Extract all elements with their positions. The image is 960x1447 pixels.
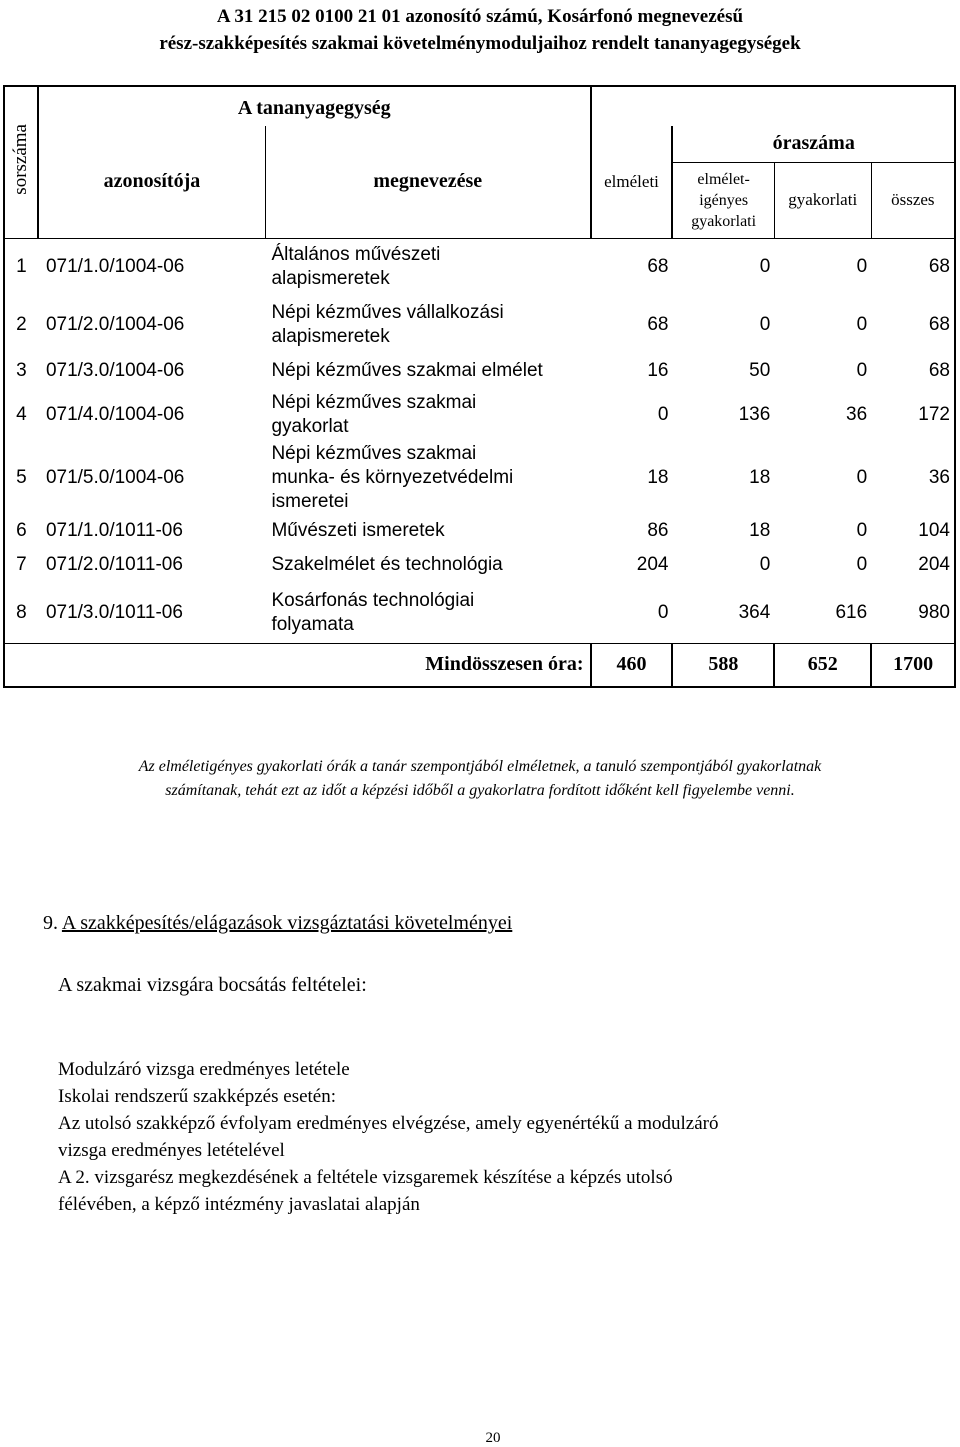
row-elmeletigenyes: 136 (738, 404, 771, 425)
page-number: 20 (485, 1430, 501, 1446)
row-osszes: 204 (871, 547, 955, 583)
total-label: Mindösszesen óra: (4, 643, 591, 687)
section-body (58, 1056, 938, 1218)
total-row (4, 643, 955, 687)
row-name-line: alapismeretek (271, 268, 390, 290)
row-name (265, 238, 590, 296)
row-number: 4 (4, 388, 38, 442)
row-gyakorlati: 0 (856, 467, 868, 488)
row-elmeleti: 68 (647, 256, 669, 278)
row-name-line: Népi kézműves vállalkozási (271, 302, 504, 323)
table-row (4, 514, 955, 547)
row-name (265, 354, 590, 388)
row-osszes: 68 (871, 296, 955, 354)
total-elmeletigenyes: 588 (672, 643, 774, 687)
row-name-line: gyakorlat (271, 416, 349, 437)
row-elmeleti: 0 (657, 404, 669, 425)
table-row (4, 354, 955, 388)
header-gyakorlati: gyakorlati (774, 162, 871, 238)
row-number: 8 (4, 583, 38, 643)
row-number: 5 (4, 442, 38, 514)
row-osszes: 104 (871, 514, 955, 547)
total-osszes: 1700 (871, 643, 955, 687)
row-name (265, 547, 590, 583)
total-gyakorlati: 652 (774, 643, 871, 687)
row-elmeletigenyes: 50 (749, 360, 771, 381)
row-osszes: 36 (871, 442, 955, 514)
title-line-2: rész-szakképesítés szakmai követelménymoduljaihoz rendelt tananyagegységek (159, 33, 801, 54)
row-elmeletigenyes: 0 (759, 256, 771, 278)
row-gyakorlati: 0 (856, 314, 868, 335)
row-name-line: Népi kézműves szakmai (271, 392, 477, 413)
row-identifier: 071/2.0/1011-06 (45, 554, 183, 575)
table-row (4, 547, 955, 583)
footnote: Az elméletigényes gyakorlati órák a tanár szempontjából elméletnek, a tanuló szempontjából gyakorlatnak számítanak, tehát ezt az időt a képzési időből a gyakorlatra fordított időként kell figyelembe venni. (138, 758, 822, 799)
row-elmeleti: 18 (647, 467, 669, 488)
row-elmeleti: 16 (647, 360, 669, 381)
row-elmeleti: 68 (647, 314, 669, 335)
row-number: 2 (4, 296, 38, 354)
header-tananyagegyseg: A tananyagegység (38, 86, 591, 126)
row-elmeletigenyes: 364 (738, 601, 771, 623)
section-title: A szakképesítés/elágazások vizsgáztatási követelményei (61, 912, 513, 934)
curriculum-table (3, 85, 956, 688)
row-name (265, 296, 590, 354)
row-osszes: 68 (871, 238, 955, 296)
row-name-line: ismeretei (271, 491, 349, 512)
row-identifier: 071/2.0/1004-06 (45, 314, 185, 335)
row-name (265, 442, 590, 514)
row-gyakorlati: 36 (846, 404, 868, 425)
row-gyakorlati: 0 (856, 554, 868, 575)
body-line: Az utolsó szakképző évfolyam eredményes elvégzése, amely egyenértékű a modulzáró (58, 1113, 719, 1134)
title-line-1: A 31 215 02 0100 21 01 azonosító számú, Kosárfonó megnevezésű (216, 6, 744, 27)
row-name (265, 514, 590, 547)
row-number: 6 (4, 514, 38, 547)
row-osszes: 980 (871, 583, 955, 643)
header-megnevezese: megnevezése (265, 126, 590, 238)
row-name (265, 388, 590, 442)
row-name-line: Szakelmélet és technológia (271, 554, 503, 575)
body-line: vizsga eredményes letételével (58, 1140, 285, 1161)
body-line: A 2. vizsgarész megkezdésének a feltétele vizsgaremek készítése a képzés utolsó (58, 1167, 673, 1188)
row-name-line: Művészeti ismeretek (271, 519, 445, 541)
row-osszes: 172 (871, 388, 955, 442)
row-elmeleti: 0 (657, 601, 669, 623)
row-identifier: 071/1.0/1011-06 (45, 519, 183, 541)
row-name-line: folyamata (271, 613, 354, 635)
row-elmeleti: 86 (647, 519, 669, 541)
row-gyakorlati: 616 (835, 601, 868, 623)
row-name-line: Kosárfonás technológiai (271, 589, 475, 611)
row-number: 3 (4, 354, 38, 388)
header-elmeletigenyes: elmélet- igényes gyakorlati (672, 162, 774, 238)
row-identifier: 071/3.0/1004-06 (45, 360, 185, 381)
row-identifier: 071/5.0/1004-06 (45, 467, 185, 488)
row-elmeletigenyes: 0 (759, 554, 771, 575)
row-gyakorlati: 0 (856, 256, 868, 278)
row-name-line: Népi kézműves szakmai elmélet (271, 360, 543, 381)
row-identifier: 071/1.0/1004-06 (45, 256, 185, 278)
row-number: 1 (4, 238, 38, 296)
section-subtitle: A szakmai vizsgára bocsátás feltételei: (58, 974, 367, 996)
header-oraszama: óraszáma (672, 126, 955, 162)
body-line: Iskolai rendszerű szakképzés esetén: (58, 1086, 337, 1107)
header-row-2 (4, 126, 955, 162)
table-row (4, 388, 955, 442)
body-line: Modulzáró vizsga eredményes letétele (58, 1059, 350, 1080)
body-line: félévében, a képző intézmény javaslatai alapján (58, 1194, 420, 1215)
row-osszes: 68 (871, 354, 955, 388)
row-elmeletigenyes: 18 (749, 519, 771, 541)
table-row (4, 238, 955, 296)
row-gyakorlati: 0 (856, 360, 868, 381)
row-number: 7 (4, 547, 38, 583)
row-name (265, 583, 590, 643)
section-number: 9. (43, 912, 58, 934)
header-osszes: összes (871, 162, 955, 238)
header-azonositoja: azonosítója (38, 126, 266, 238)
header-row-1 (4, 86, 955, 126)
row-identifier: 071/3.0/1011-06 (45, 601, 183, 623)
table-row (4, 296, 955, 354)
row-elmeletigenyes: 18 (749, 467, 771, 488)
row-name-line: Általános művészeti (271, 244, 441, 266)
row-name-line: munka- és környezetvédelmi (271, 467, 514, 488)
row-elmeletigenyes: 0 (759, 314, 771, 335)
section-heading (8, 910, 948, 936)
table-row (4, 583, 955, 643)
row-name-line: alapismeretek (271, 326, 390, 347)
header-elmeleti: elméleti (591, 126, 673, 238)
table-row (4, 442, 955, 514)
row-name-line: Népi kézműves szakmai (271, 443, 477, 464)
document-title (0, 3, 960, 57)
row-gyakorlati: 0 (856, 519, 868, 541)
header-sorszama: sorszáma (4, 86, 38, 238)
row-elmeleti: 204 (636, 554, 669, 575)
row-identifier: 071/4.0/1004-06 (45, 404, 185, 425)
total-elmeleti: 460 (591, 643, 673, 687)
